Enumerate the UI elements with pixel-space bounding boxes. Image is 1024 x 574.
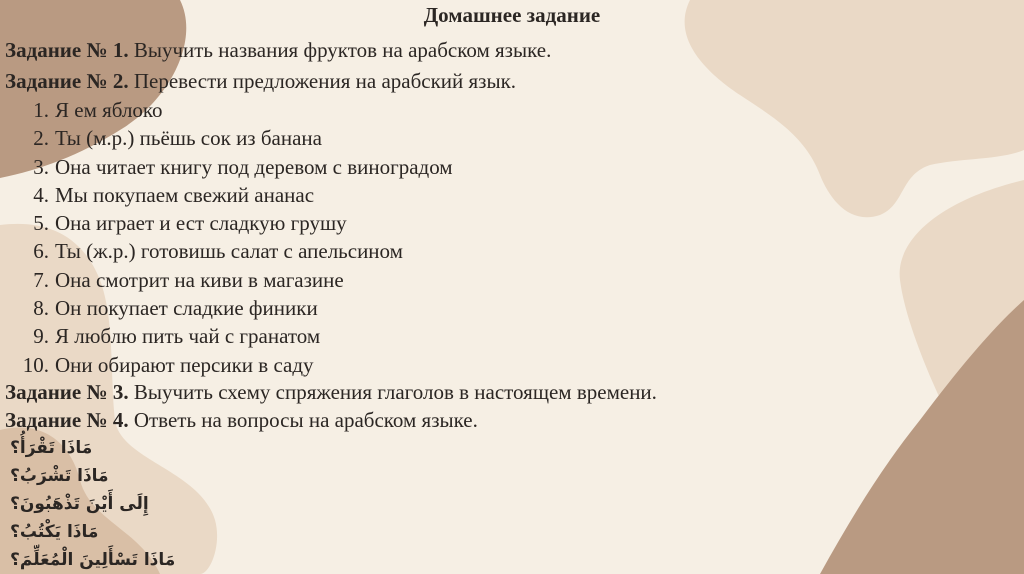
- list-item-text: Ты (м.р.) пьёшь сок из банана: [55, 126, 322, 151]
- sentence-list: [0, 96, 453, 379]
- list-item-text: Я люблю пить чай с гранатом: [55, 324, 321, 349]
- arabic-question: مَاذَا تَسْأَلِينَ الْمُعَلِّمَ؟: [10, 550, 176, 570]
- list-item-text: Мы покупаем свежий ананас: [55, 182, 315, 207]
- list-item-number: 1.: [33, 98, 49, 122]
- arabic-question: مَاذَا تَشْرَبُ؟: [10, 466, 109, 486]
- task-1-label: Задание № 1.: [5, 38, 129, 62]
- list-item: [0, 153, 453, 181]
- task-3-text: Выучить схему спряжения глаголов в настоящем времени.: [128, 380, 657, 404]
- list-item-number: 10.: [22, 352, 49, 377]
- list-item: [0, 322, 453, 350]
- arabic-question: مَاذَا تَقْرَأُ؟: [10, 438, 93, 458]
- list-item: [0, 181, 453, 209]
- task-1-text: Выучить названия фруктов на арабском языке.: [128, 38, 552, 62]
- list-item: [0, 124, 453, 152]
- arabic-questions: [10, 434, 175, 574]
- list-item-number: 4.: [33, 182, 49, 207]
- slide-title: Домашнее задание: [423, 3, 601, 27]
- task-2: [5, 68, 516, 94]
- task-3: [5, 379, 657, 405]
- task-2-label: Задание № 2.: [5, 69, 129, 93]
- task-4-label: Задание № 4.: [5, 408, 129, 432]
- list-item-text: Он покупает сладкие финики: [55, 296, 318, 321]
- task-4-text: Ответь на вопросы на арабском языке.: [128, 408, 478, 432]
- list-item-text: Она читает книгу под деревом с виноградом: [55, 154, 453, 179]
- list-item-text: Она играет и ест сладкую грушу: [55, 211, 347, 236]
- list-item-text: Я ем яблоко: [55, 98, 163, 122]
- list-item-number: 3.: [33, 154, 49, 179]
- list-item-number: 5.: [33, 211, 49, 236]
- list-item: [0, 294, 453, 322]
- task-2-text: Перевести предложения на арабский язык.: [128, 69, 517, 93]
- task-1: [5, 37, 551, 63]
- task-3-label: Задание № 3.: [5, 380, 129, 404]
- list-item-number: 9.: [33, 324, 49, 349]
- list-item: [0, 96, 453, 124]
- list-item-number: 6.: [33, 239, 49, 264]
- list-item-number: 8.: [33, 296, 49, 321]
- arabic-question: إِلَى أَيْنَ تَذْهَبُونَ؟: [10, 494, 149, 514]
- list-item: [0, 209, 453, 237]
- task-4: [5, 407, 478, 433]
- list-item-number: 2.: [33, 126, 49, 151]
- list-item: [0, 266, 453, 294]
- list-item: [0, 237, 453, 265]
- list-item-number: 7.: [33, 267, 49, 292]
- list-item: [0, 351, 453, 379]
- list-item-text: Она смотрит на киви в магазине: [55, 267, 344, 292]
- list-item-text: Они обирают персики в саду: [55, 352, 314, 377]
- list-item-text: Ты (ж.р.) готовишь салат с апельсином: [55, 239, 403, 264]
- arabic-question: مَاذَا يَكْتُبُ؟: [10, 522, 99, 542]
